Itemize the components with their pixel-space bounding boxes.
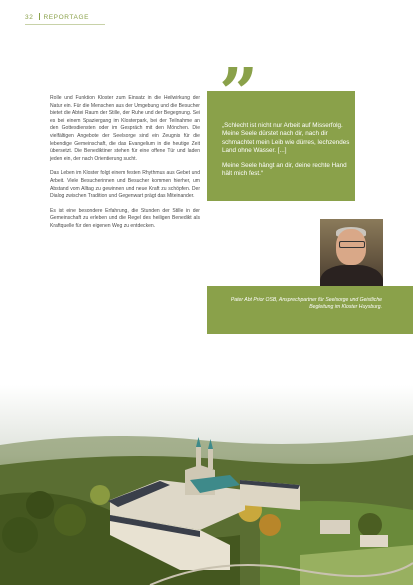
section-title: REPORTAGE	[43, 14, 90, 21]
quote-line: „Schlecht ist nicht nur Arbeit auf Misserfolg. Meine Seele dürstet nach dir, nach dir schmachtet mein Leib wie dürres, lechzendes Land ohne Wasser. [...]	[222, 122, 350, 155]
header-rule	[25, 24, 105, 25]
header-divider	[39, 13, 40, 20]
body-paragraph: Rolle und Funktion Kloster zum Einsatz in die Heilwirkung der Natur ein. Für die Menschen aus der Umgebung und die Besucher bietet die Abtei Raum der Stille, der Ruhe und der Begegnung. Sei es bei einem Spaziergang im Klosterpark, bei der Teilnahme an den Gottesdiensten oder im Gespräch mit den Mönchen. Die vielfältigen Angebote der Seelsorge sind ein Zeugnis für die lebendige Gemeinschaft, die das Evangelium in die heutige Zeit übersetzt. Die Benediktiner stehen für eine offene Tür und laden jeden ein, der nach Orientierung sucht.	[50, 95, 200, 162]
aerial-monastery-photo	[0, 385, 413, 585]
page-header	[25, 13, 89, 21]
page-number: 32	[25, 14, 34, 21]
body-paragraph: Es ist eine besondere Erfahrung, die Stunden der Stille in der Gemeinschaft zu erleben und die Regel des heiligen Benedikt als Kraftquelle für den eigenen Weg zu entdecken.	[50, 207, 200, 229]
pull-quote	[222, 122, 352, 184]
article-body	[50, 95, 200, 238]
photo-caption: Pater Abt Prior OSB, Ansprechpartner für Seelsorge und Geistliche Begleitung im Kloster Huysburg.	[230, 297, 382, 311]
portrait-glasses	[339, 241, 365, 248]
body-paragraph: Das Leben im Kloster folgt einem festen Rhythmus aus Gebet und Arbeit. Viele Besucherinnen und Besucher kommen hierher, um Abstand vom Alltag zu gewinnen und neue Kraft zu schöpfen. Der Dialog zwischen Tradition und Gegenwart prägt das Miteinander.	[50, 170, 200, 200]
aerial-photo-illustration	[0, 385, 413, 585]
quote-line: Meine Seele hängt an dir, deine rechte Hand hält mich fest.“	[222, 161, 347, 178]
